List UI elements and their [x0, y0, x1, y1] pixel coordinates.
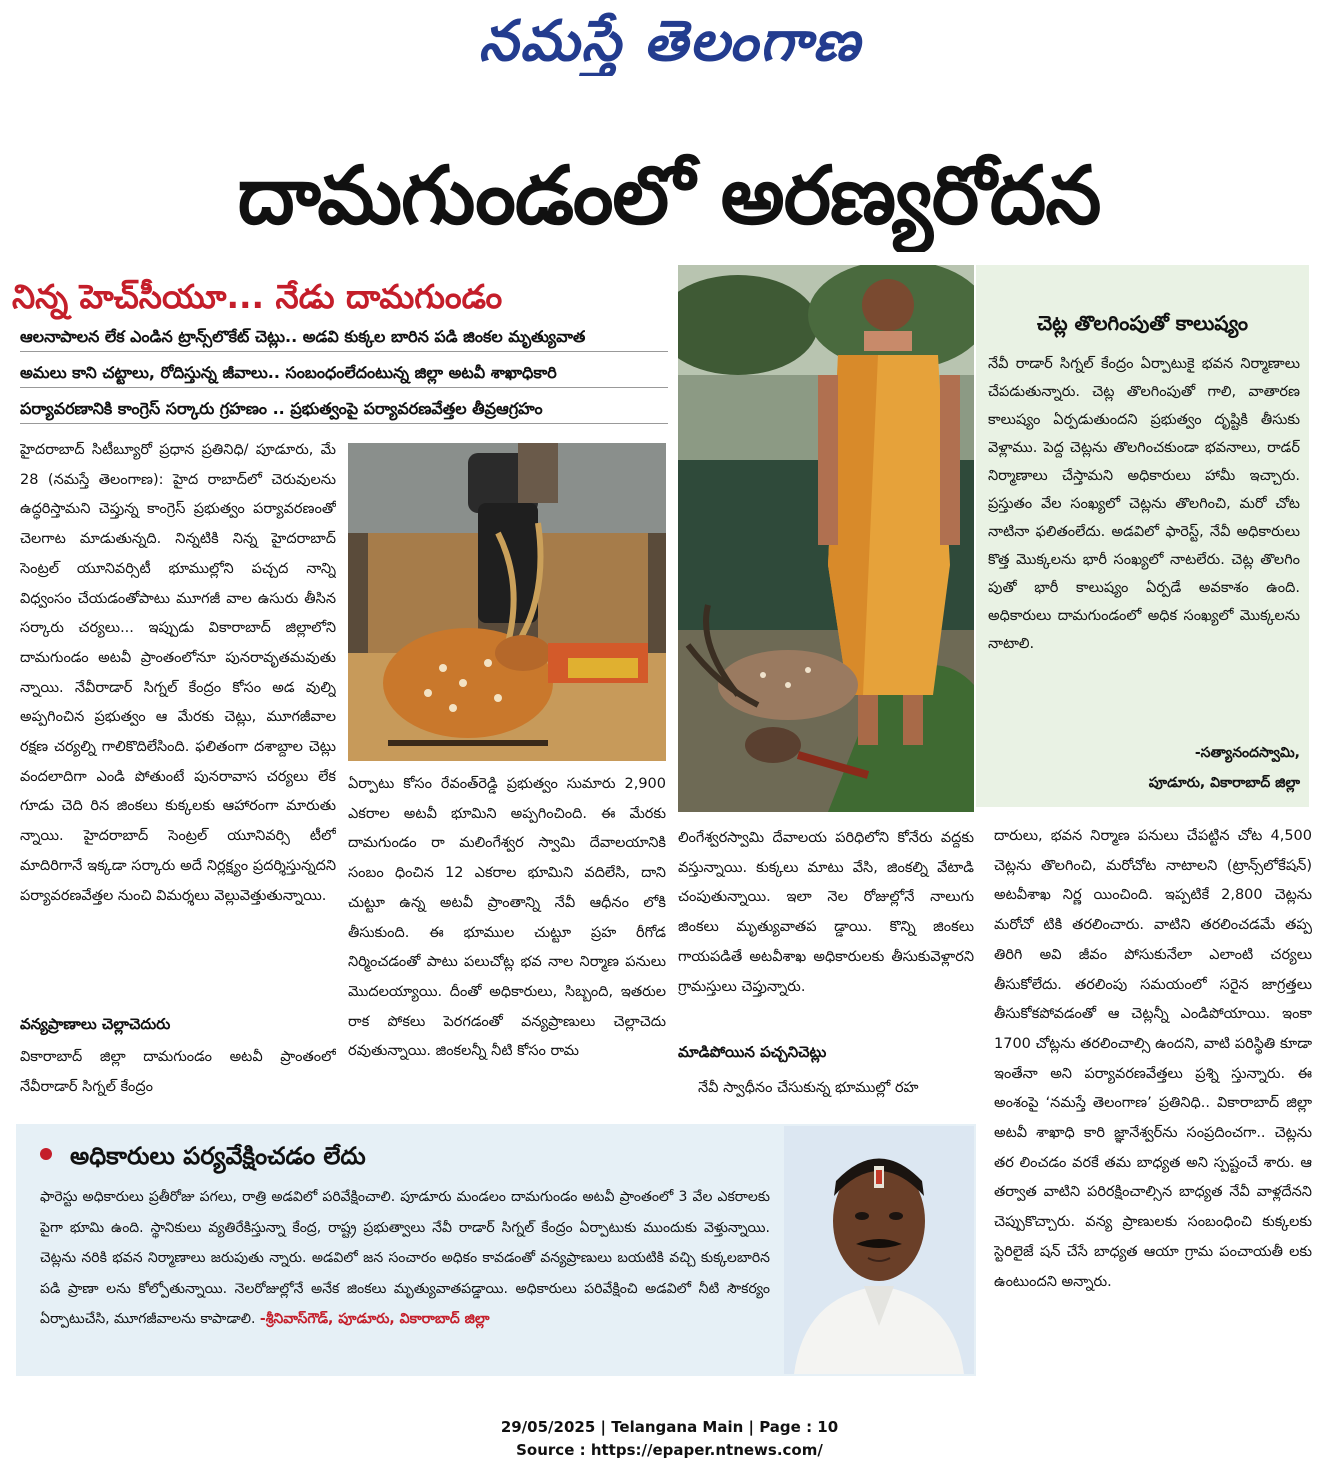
deer-vehicle-photo — [348, 443, 666, 761]
column-4-text: దారులు, భవన నిర్మాణ పనులు చేపట్టిన చోట 4,500 చెట్లను తొలగించి, మరోచోట నాటాలని (ట్రాన్స్‌లోకేషన్) అటవీశాఖ నిర్ణ యించింది. ఇప్పటికే 2,800 చెట్లను మరోచో టికి తరలించారు. వాటిని తరలించడమే తప్ప తిరిగి అవి జీవం పోసుకునేలా ఎలాంటి చర్యలు తీసుకోలేదు. తరలింపు సమయంలో సరైన జాగ్రత్తలు తీసుకోకపోవడంతో ఆ చెట్లన్నీ ఎండిపోయాయి. ఇంకా 1700 చోట్లను తరలించాల్సి ఉందని, వాటి పరిస్థితి కూడా ఇంతేనా అని పర్యావరణవేత్తలు ప్రశ్ని స్తున్నారు. ఈ అంశంపై ‘నమస్తే తెలంగాణ’ ప్రతినిధి.. వికారాబాద్ జిల్లా అటవీ శాఖాధి కారి జ్ఞానేశ్వర్‌ను సంప్రదించగా.. చెట్లను తర లించడం వరకే తమ బాధ్యత అని స్పష్టంచే శారు. ఆ తర్వాత వాటిని పరిరక్షించాల్సిన బాధ్యత నేవీ వాళ్లదేనని చెప్పుకొచ్చారు. వన్య ప్రాణులకు సంబంధించి కుక్కలకు స్టెరిలైజే షన్ చేసే బాధ్యత ఆయా గ్రామ పంచాయతీ లకు ఉంటుందని అన్నారు. — [994, 828, 1312, 1290]
article-column-1-continued — [20, 1043, 336, 1105]
subheading-dried-trees: మాడిపోయిన పచ్చనిచెట్లు — [678, 1043, 827, 1061]
deer-vehicle-illustration — [348, 443, 666, 761]
sidebar-signature-place: పూడూరు, వికారాబాద్ జిల్లా — [1148, 775, 1300, 791]
quote-box-title: అధికారులు పర్యవేక్షించడం లేదు — [70, 1142, 366, 1170]
article-column-3-continued — [698, 1074, 974, 1106]
tagline-1: ఆలనాపాలన లేక ఎండిన ట్రాన్స్‌లొకేట్ చెట్లు.. అడవి కుక్కల బారిన పడి జింకల మృత్యువాత — [20, 322, 668, 352]
quote-box-body — [40, 1182, 770, 1372]
column-2-text: ఏర్పాటు కోసం రేవంత్‌రెడ్డి ప్రభుత్వం సుమారు 2,900 ఎకరాల అటవీ భూమిని అప్పగించింది. ఈ మేరకు దామగుండం రా మలింగేశ్వర స్వామి దేవాలయానికి సంబం ధించిన 12 ఎకరాల భూమిని వదిలేసి, దాని చుట్టూ ఉన్న అటవీ ప్రాంతాన్ని నేవీ ఆధీనం లోకి తీసుకుంది. ఈ భూముల చుట్టూ ప్రహ రీగోడ నిర్మించడంతో పాటు పలుచోట్ల భవ నాల నిర్మాణ పనులు మొదలయ్యాయి. దీంతో అధికారులు, సిబ్బంది, ఇతరుల రాక పోకలు పెరగడంతో వన్యప్రాణులు చెల్లాచెదు రవుతున్నాయి. జింకలన్నీ నీటి కోసం రామ — [348, 776, 666, 1060]
quote-box-text: ఫారెస్టు అధికారులు ప్రతీరోజు పగలు, రాత్రి అడవిలో పరివేక్షించాలి. పూడూరు మండలం దామగుండం అటవీ ప్రాంతంలో 3 వేల ఎకరాలకు పైగా భూమి ఉంది. స్థానికులు వ్యతిరేకిస్తున్నా కేంద్ర, రాష్ట్ర ప్రభుత్వాలు నేవీ రాడార్ సిగ్నల్ కేంద్రం ఏర్పాటుకు ముందుకు వెళ్తున్నాయి. చెట్లను నరికి భవన నిర్మాణాలు జరుపుతు న్నారు. అడవిలో జన సంచారం అధికం కావడంతో వన్యప్రాణులు బయటికి వచ్చి కుక్కలబారిన పడి ప్రాణా లను కోల్పోతున్నాయి. నెలరోజుల్లోనే అనేక జింకలు మృత్యువాతపడ్డాయి. అధికారులు పరివేక్షించి అడవిలో నీటి సౌకర్యం ఏర్పాటుచేసి, మూగజీవాలను కాపాడాలి. — [40, 1189, 770, 1327]
sidebar-body: నేవీ రాడార్ సిగ్నల్ కేంద్రం ఏర్పాటుకై భవన నిర్మాణాలు చేపడుతున్నారు. చెట్ల తొలగింపుతో గాలి, వాతారణ కాలుష్యం ఏర్పడుతుందని ప్రభుత్వం దృష్టికి తీసుకు వెళ్లాము. పెద్ద చెట్లను తొలగించకుండా భవనాలు, రాడర్ నిర్మాణాలు చేస్తామని అధికారులు హామీ ఇచ్చారు. ప్రస్తుతం వేల సంఖ్యలో చెట్లను తొలగించి, మరో చోట నాటినా ఫలితంలేదు. అడవిలో ఫారెస్ట్, నేవీ అధికారులు కొత్త మొక్కలను భారీ సంఖ్యలో నాటలేరు. చెట్ల తొలగిం పుతో భారీ కాలుష్యం ఏర్పడే అవకాశం ఉంది. అధికారులు దామగుండంలో అధిక సంఖ్యలో మొక్కలను నాటాలి. — [988, 356, 1300, 652]
sidebar-title: చెట్ల తొలగింపుతో కాలుష్యం — [1036, 311, 1249, 335]
subheading-wildlife: వన్యప్రాణాలు చెల్లాచెదురు — [20, 1015, 171, 1033]
tagline-2: అమలు కాని చట్టాలు, రోదిస్తున్న జీవాలు.. సంబంధంలేదంటున్న జిల్లా అటవీ శాఖాధికారి — [20, 358, 668, 388]
quote-box-signature: -శ్రీనివాస్‌గౌడ్, పూడూరు, వికారాబాద్ జిల్లా — [259, 1311, 490, 1327]
subhead: నిన్న హెచ్‌సీయూ... నేడు దామగుండం — [12, 277, 503, 316]
article-column-3 — [678, 824, 974, 1032]
article-column-1 — [20, 436, 336, 1006]
article-column-4 — [994, 822, 1312, 1382]
sidebar-signature-name: -సత్యానందస్వామి, — [1194, 745, 1300, 761]
swami-deer-illustration — [678, 265, 974, 812]
column-1-text-2: వికారాబాద్ జిల్లా దామగుండం అటవీ ప్రాంతంలో నేవీరాడార్ సిగ్నల్ కేంద్రం — [20, 1049, 336, 1095]
column-1-text: హైదరాబాద్ సిటీబ్యూరో ప్రధాన ప్రతినిధి/ పూడూరు, మే 28 (నమస్తే తెలంగాణ): హైద రాబాద్‌లో చెరువులను ఉద్ధరిస్తామని చెప్తున్న కాంగ్రెస్ ప్రభుత్వం పర్యావరణంతో చెలగాట మాడుతున్నది. నిన్నటికి నిన్న హైదరాబాద్ సెంట్రల్ యూనివర్సిటీ భూముల్లోని పచ్చద నాన్ని విధ్వంసం చేయడంతోపాటు మూగజీ వాల ఉసురు తీసిన సర్కారు చర్యలు... ఇప్పుడు వికారాబాద్ జిల్లాలోని దామగుండం అటవీ ప్రాంతంలోనూ పునరావృతమవుతు న్నాయి. నేవీరాడార్ సిగ్నల్ కేంద్రం కోసం అడ వుల్ని అప్పగించిన ప్రభుత్వం ఆ మేరకు చెట్లు, మూగజీవాల రక్షణ చర్యల్ని గాలికొదిలేసింది. ఫలితంగా దశాబ్దాల చెట్లు వందలాదిగా ఎండి పోతుంటే పునరావాస చర్యలు లేక గూడు చెది రిన జింకలు కుక్కలకు ఆహారంగా మారుతు న్నాయి. హైదరాబాద్ సెంట్రల్ యూనివర్సి టీలో మాదిరిగానే ఇక్కడా సర్కారు అదే నిర్లక్ష్యం ప్రదర్శిస్తున్నదని పర్యావరణవేత్తల నుంచి విమర్శలు వెల్లువెత్తుతున్నాయి. — [20, 442, 336, 904]
tagline-3: పర్యావరణానికి కాంగ్రెస్ సర్కారు గ్రహణం .. ప్రభుత్వంపై పర్యావరణవేత్తల తీవ్రఆగ్రహం — [20, 394, 668, 424]
portrait-illustration — [784, 1126, 974, 1374]
footer-date-page: 29/05/2025 | Telangana Main | Page : 10 — [500, 1418, 839, 1436]
masthead-logo: నమస్తే తెలంగాణ — [478, 8, 862, 74]
headline: దామగుండంలో అరణ్యరోదన — [237, 149, 1101, 242]
column-3-text-2: నేవీ స్వాధీనం చేసుకున్న భూముల్లో రహ — [698, 1080, 919, 1096]
column-3-text: లింగేశ్వరస్వామి దేవాలయ పరిధిలోని కోనేరు వద్దకు వస్తున్నాయి. కుక్కలు మాటు వేసి, జింకల్ని వేటాడి చంపుతున్నాయి. ఇలా నెల రోజుల్లోనే నాలుగు జింకలు మృత్యువాతప డ్డాయి. కొన్ని జింకలు గాయపడితే అటవీశాఖ అధికారులకు తీసుకువెళ్లారని గ్రామస్తులు చెప్తున్నారు. — [678, 830, 974, 995]
article-column-2 — [348, 770, 666, 1106]
footer-source: Source : https://epaper.ntnews.com/ — [516, 1441, 823, 1459]
swami-deer-photo — [678, 265, 974, 812]
bullet-icon — [40, 1148, 52, 1160]
portrait-photo — [784, 1126, 974, 1374]
